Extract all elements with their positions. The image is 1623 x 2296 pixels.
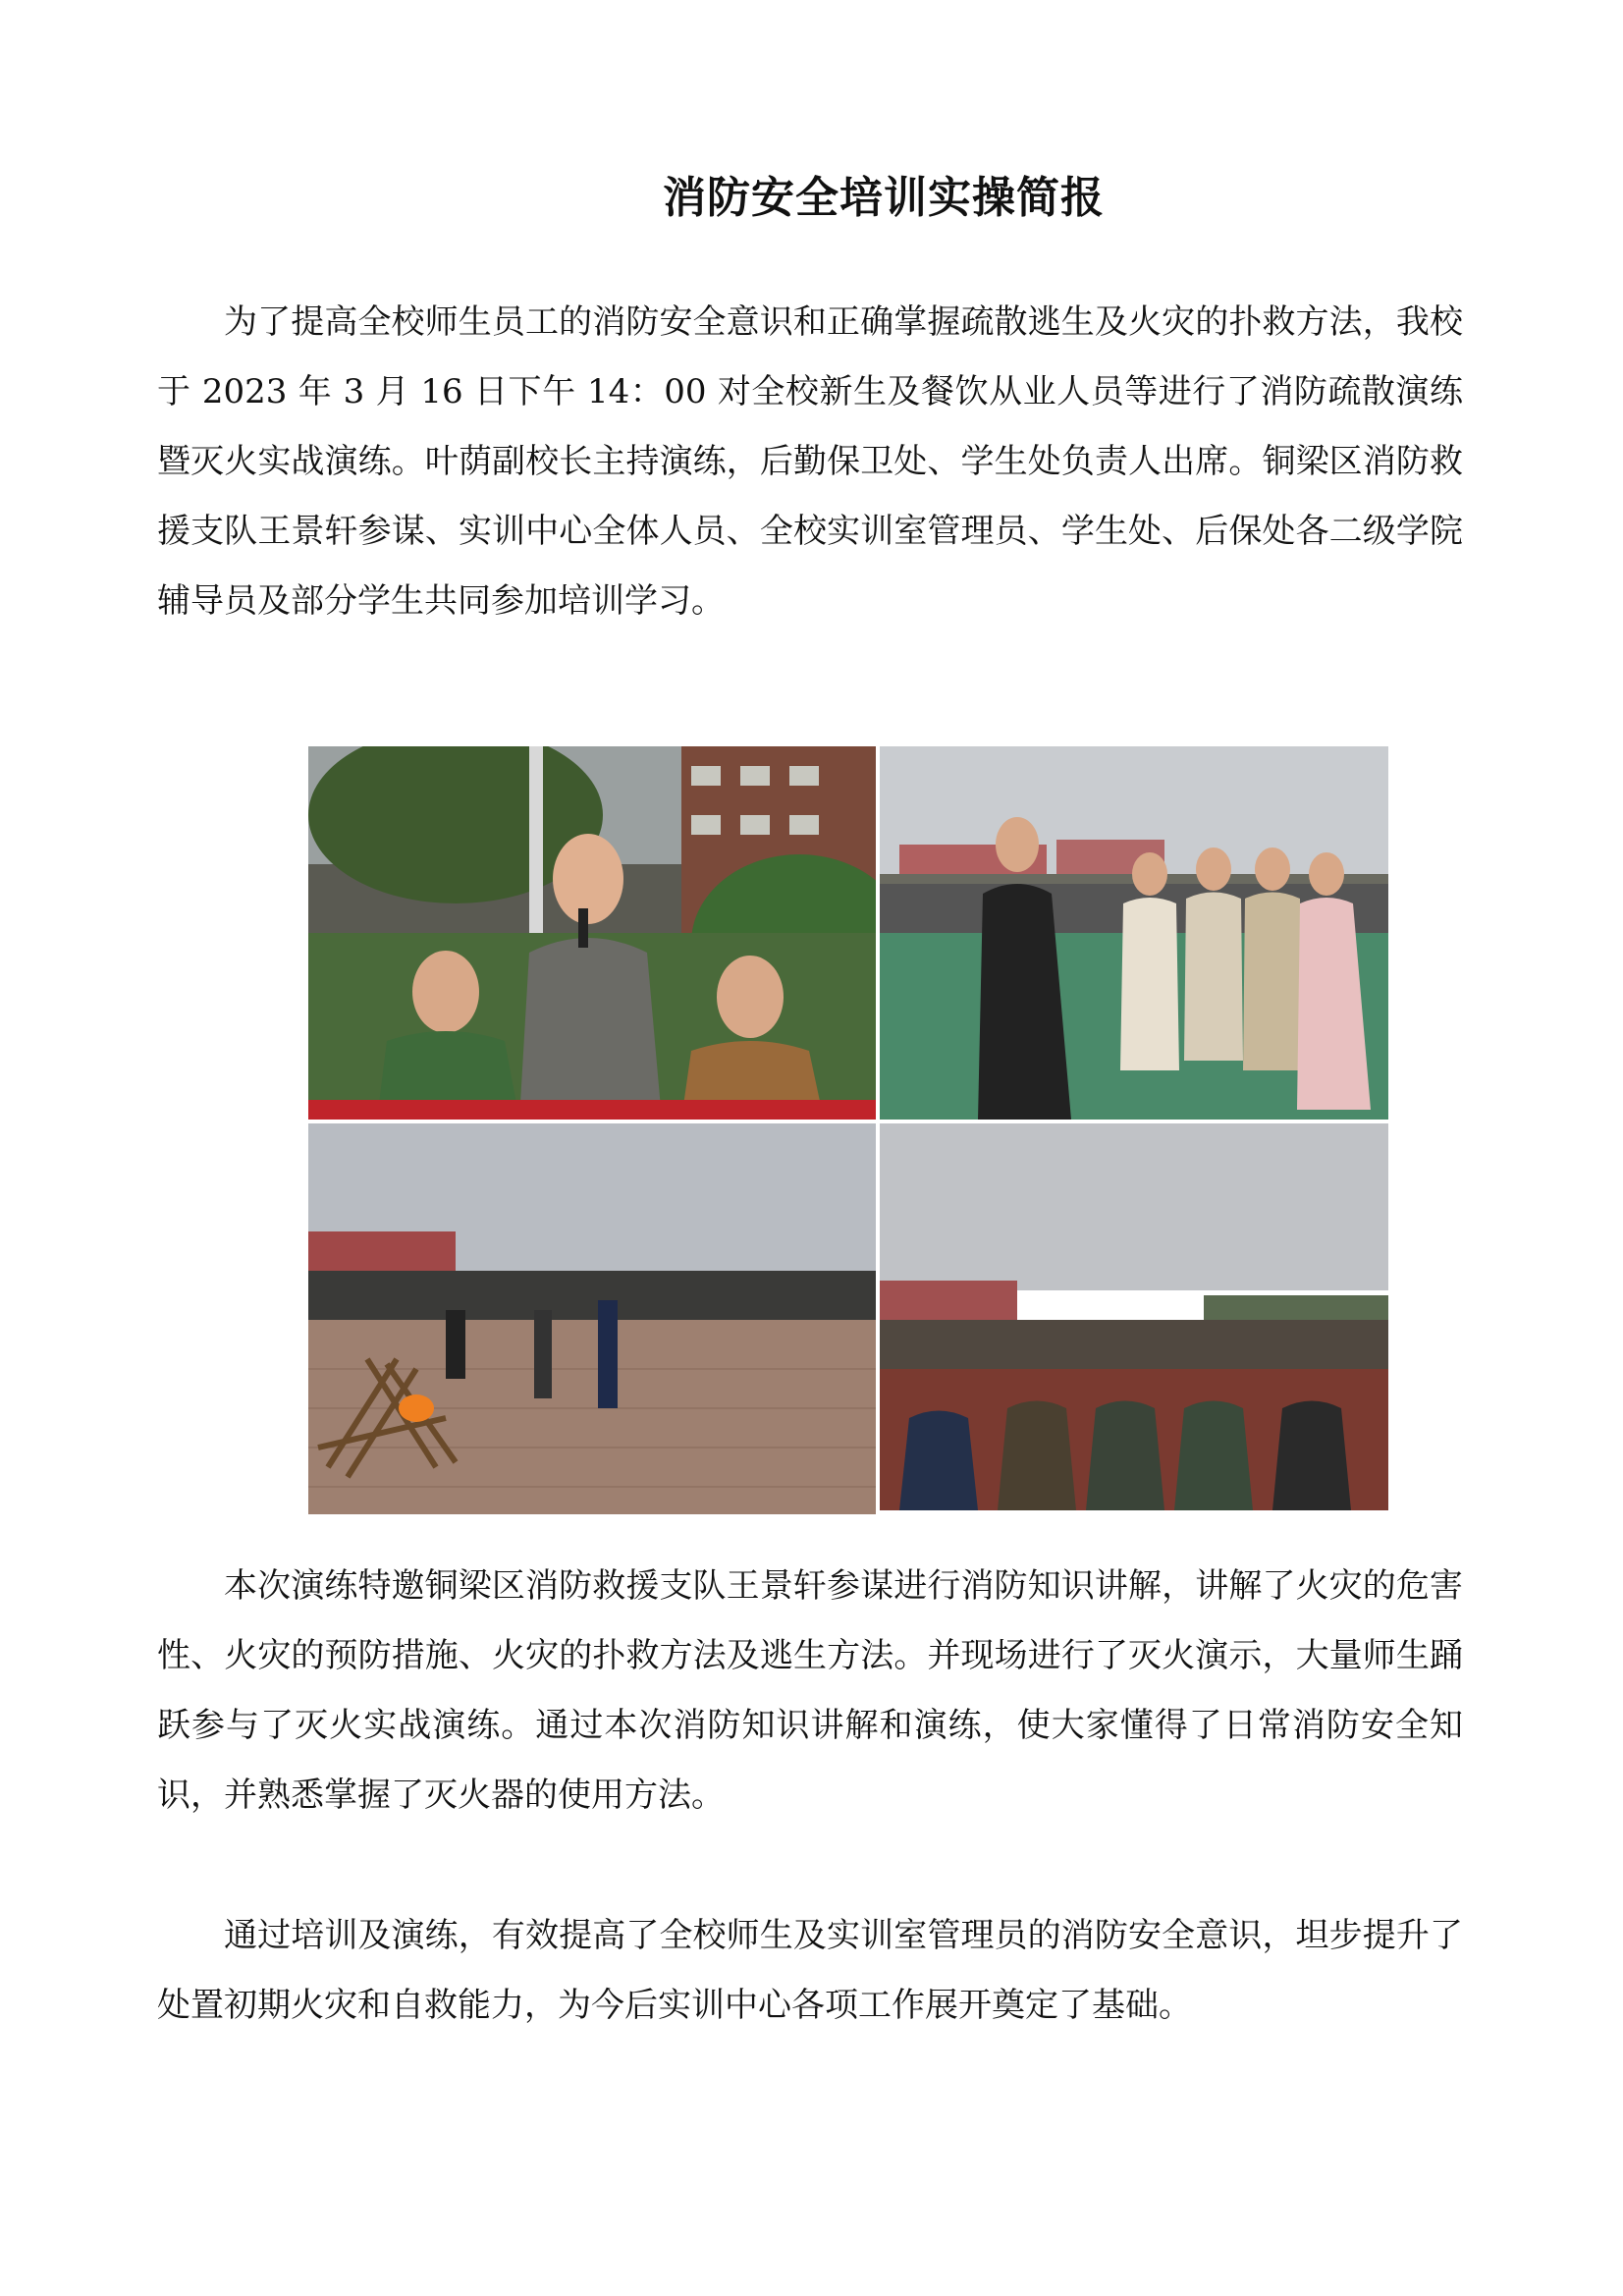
- photo-speaker: [308, 746, 876, 1120]
- photo-staff-group: [880, 746, 1388, 1120]
- photo-fire-demo: [308, 1123, 876, 1514]
- conclusion-paragraph: 通过培训及演练，有效提高了全校师生及实训室管理员的消防安全意识，坦步提升了处置初期火灾和自救能力，为今后实训中心各项工作展开奠定了基础。: [157, 1916, 1463, 2025]
- intro-paragraph: 为了提高全校师生员工的消防安全意识和正确掌握疏散逃生及火灾的扑救方法，我校于 2023 年 3 月 16 日下午 14：00 对全校新生及餐饮从业人员等进行了消防疏散演练暨灭火实战演练。叶荫副校长主持演练，后勤保卫处、学生处负责人出席。铜梁区消防救援支队王景轩参谋、实训中心全体人员、全校实训室管理员、学生处、后保处各二级学院辅导员及部分学生共同参加培训学习。: [157, 302, 1463, 621]
- lecture-paragraph: 本次演练特邀铜梁区消防救援支队王景轩参谋进行消防知识讲解，讲解了火灾的危害性、火灾的预防措施、火灾的扑救方法及逃生方法。并现场进行了灭火演示，大量师生踊跃参与了灭火实战演练。通过本次消防知识讲解和演练，使大家懂得了日常消防安全知识，并熟悉掌握了灭火器的使用方法。: [157, 1566, 1463, 1815]
- photo-assembly: [880, 1123, 1388, 1510]
- document-title: 消防安全培训实操简报: [663, 173, 1105, 223]
